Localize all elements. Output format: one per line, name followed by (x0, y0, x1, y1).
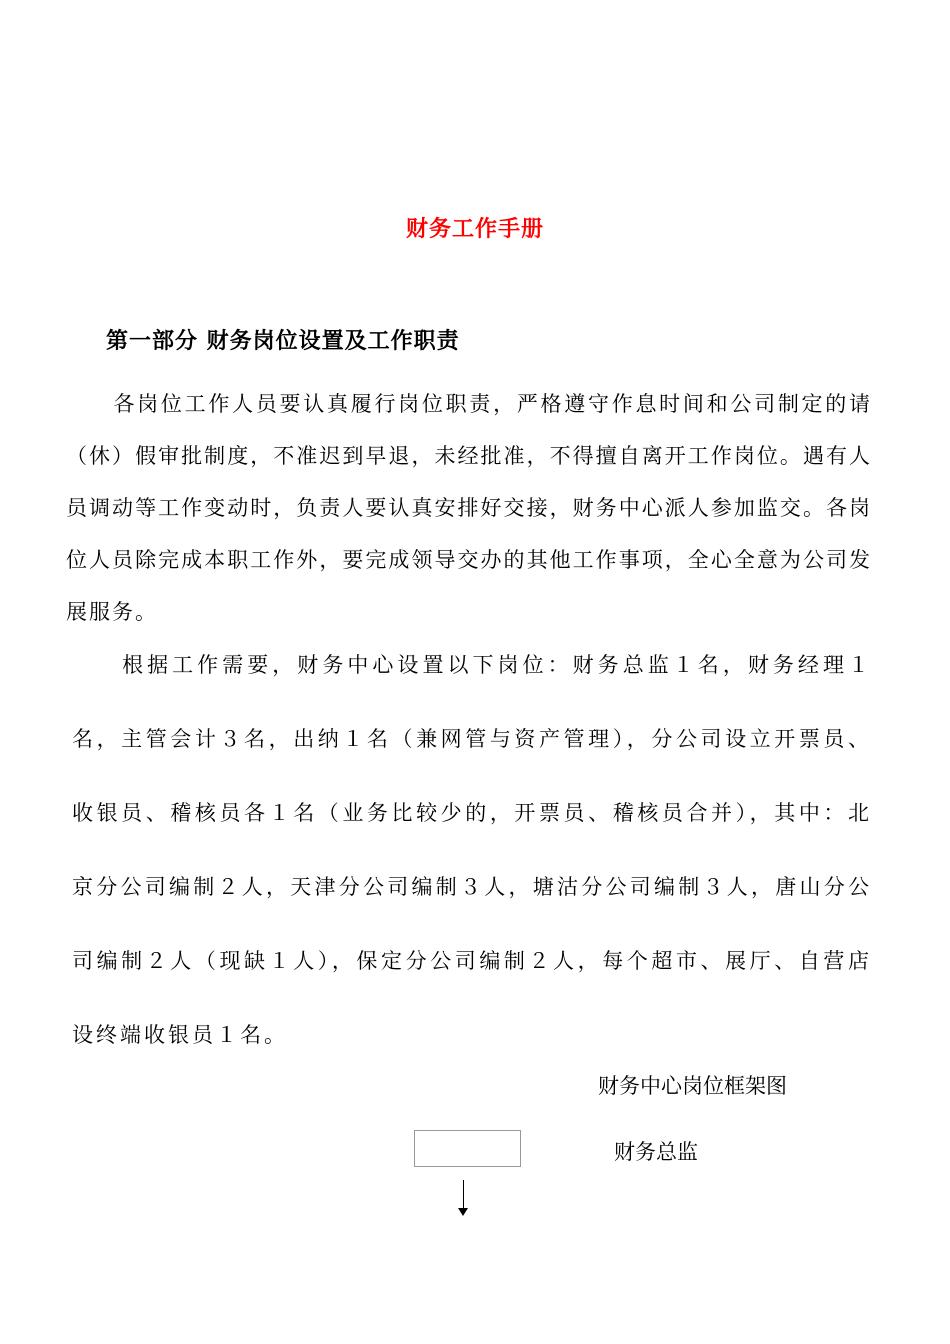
section-heading: 第一部分 财务岗位设置及工作职责 (106, 328, 460, 354)
org-chart-caption: 财务中心岗位框架图 (598, 1074, 787, 1098)
arrow-down-icon (458, 1208, 468, 1216)
document-title: 财务工作手册 (405, 216, 544, 242)
org-chart-node-box (414, 1130, 521, 1167)
org-chart-node-label: 财务总监 (614, 1140, 698, 1164)
paragraph-positions: 根据工作需要，财务中心设置以下岗位：财务总监１名，财务经理１名，主管会计３名，出纳１名（兼网管与资产管理），分公司设立开票员、收银员、稽核员各１名（业务比较少的，开票员、稽核员合并），其中：北京分公司编制２人，天津分公司编制３人，塘沽分公司编制３人，唐山分公司编制２人（现缺１人），保定分公司编制２人，每个超市、展厅、自营店设终端收银员１名。 (72, 653, 872, 1047)
paragraph-duties: 各岗位工作人员要认真履行岗位职责，严格遵守作息时间和公司制定的请（休）假审批制度，不准迟到早退，未经批准，不得擅自离开工作岗位。遇有人员调动等工作变动时，负责人要认真安排好交接，财务中心派人参加监交。各岗位人员除完成本职工作外，要完成领导交办的其他工作事项，全心全意为公司发展服务。 (66, 392, 872, 624)
org-chart-connector-line (463, 1180, 464, 1210)
